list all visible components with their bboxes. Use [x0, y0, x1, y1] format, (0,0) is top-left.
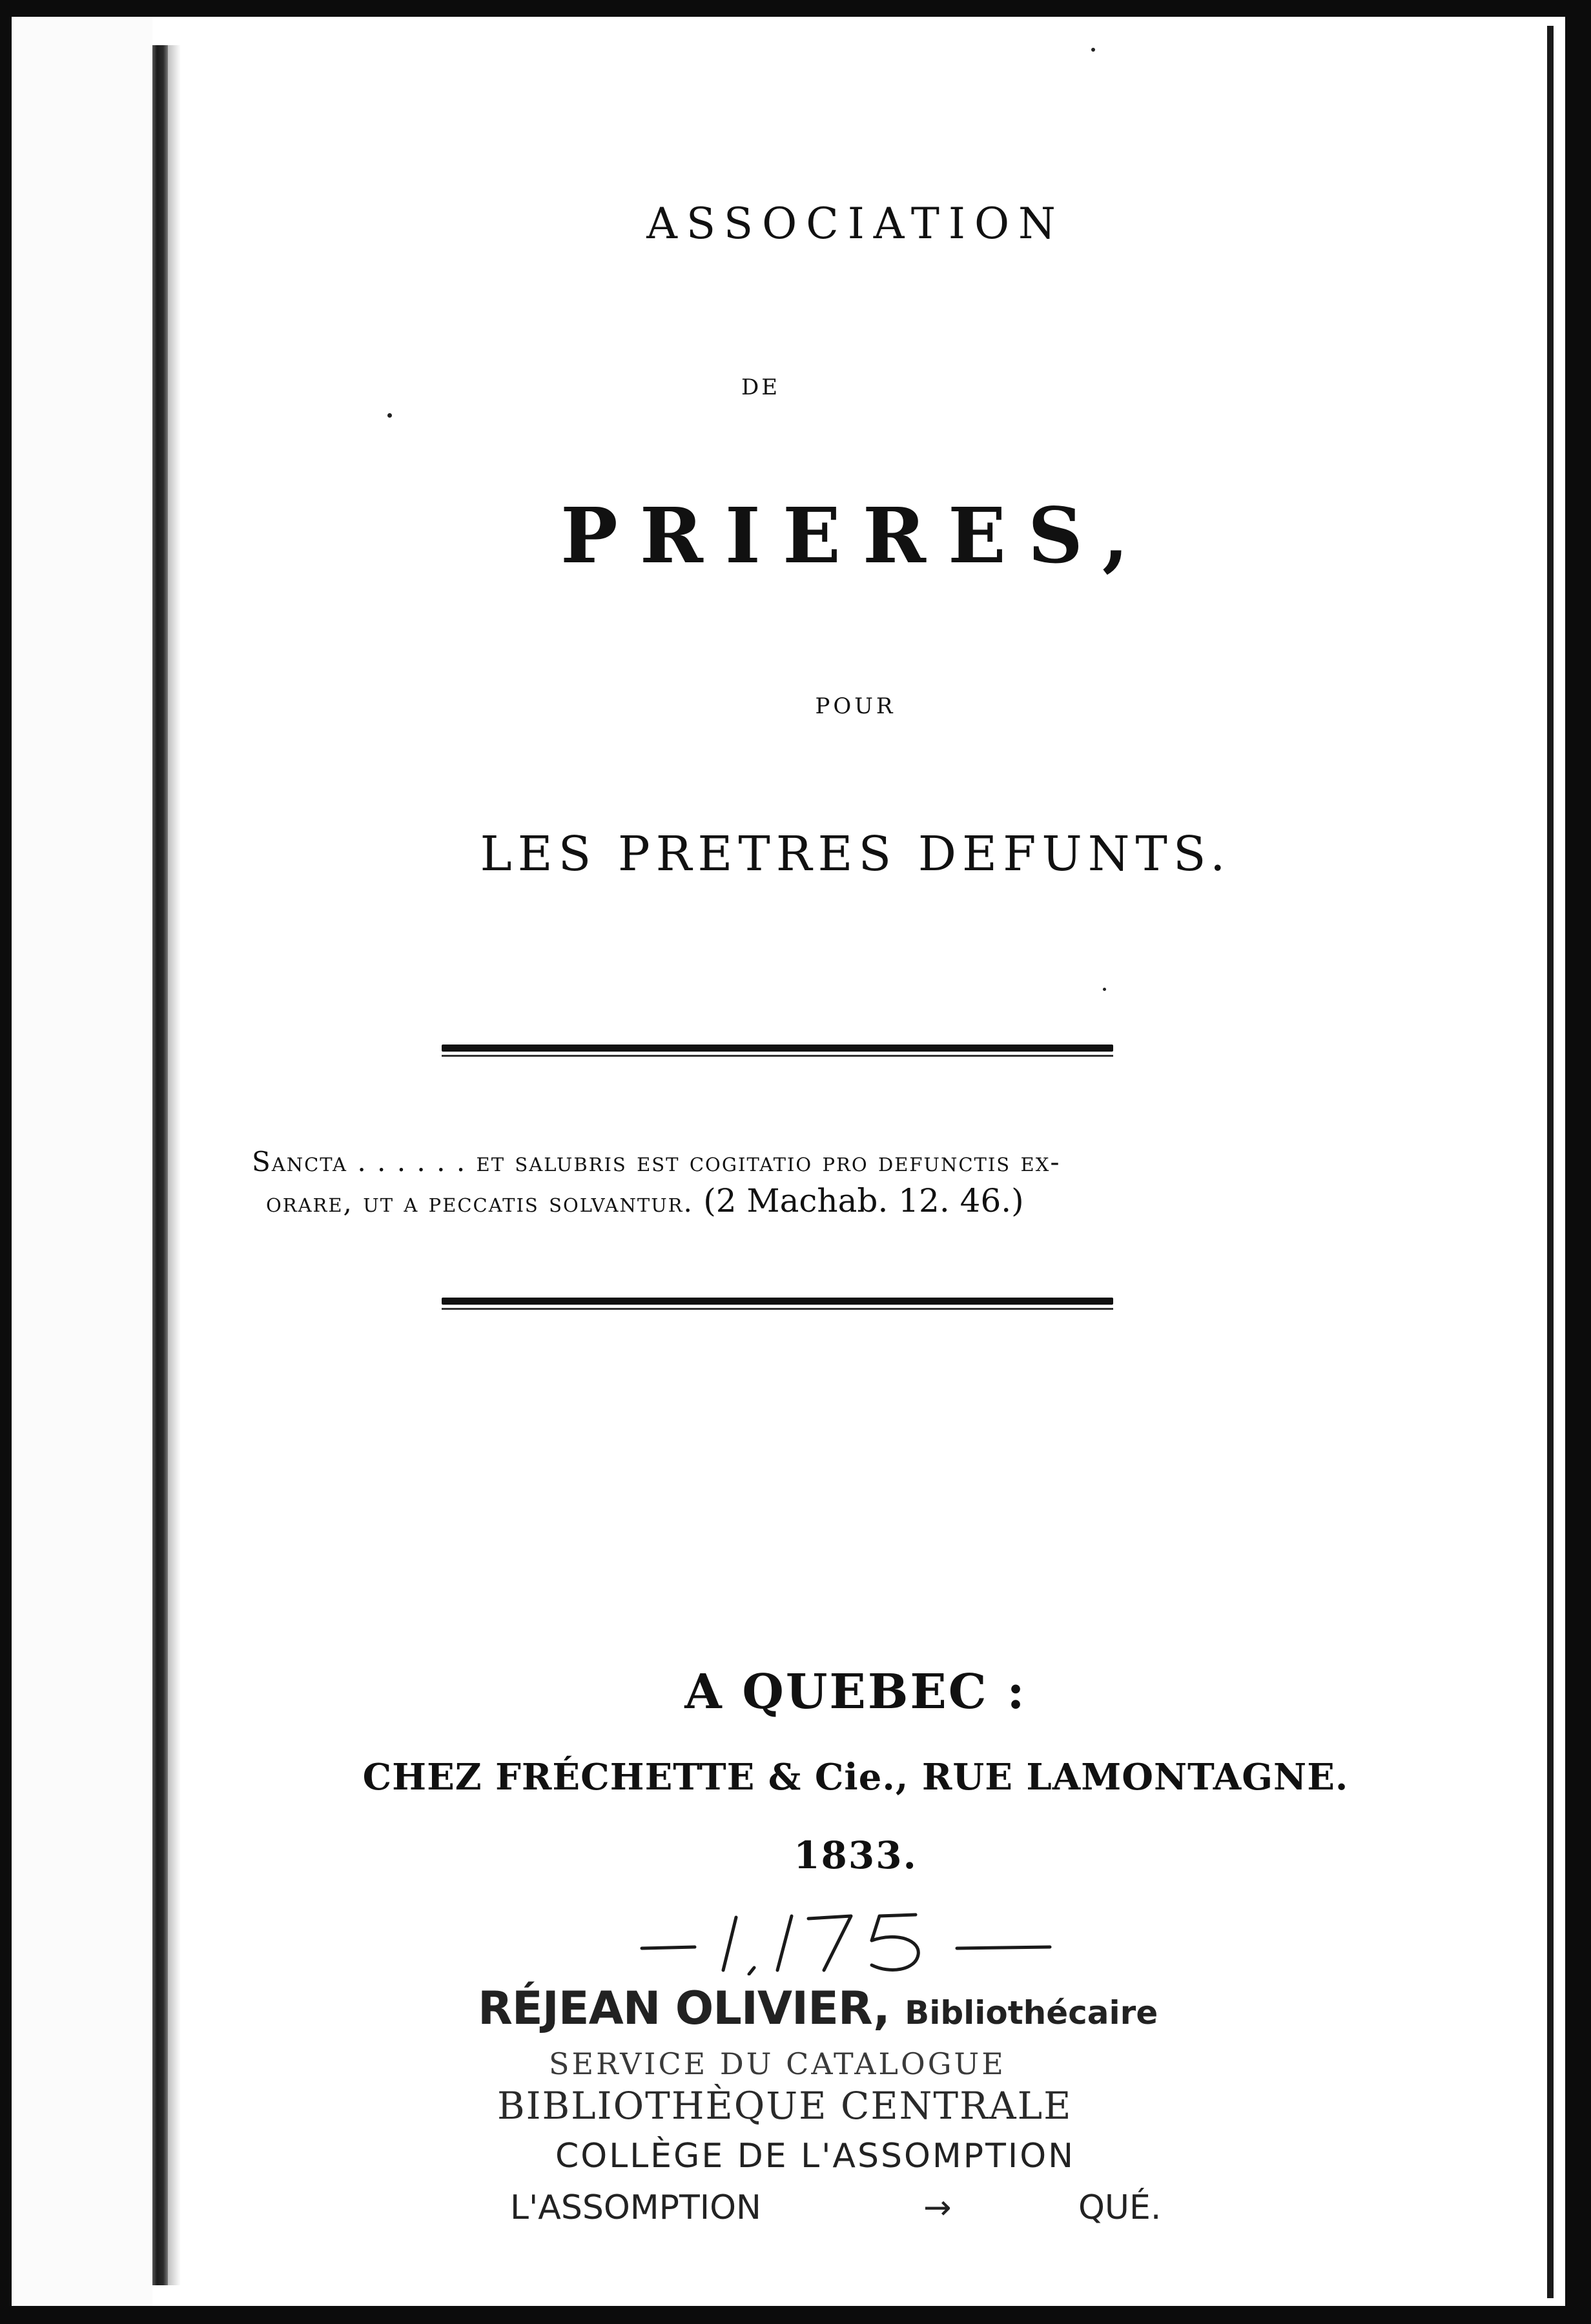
title-les-pretres-defunts: LES PRETRES DEFUNTS. — [480, 826, 1231, 882]
handwritten-digit-5 — [872, 1915, 918, 1970]
title-de: DE — [741, 374, 781, 400]
library-stamp — [478, 1982, 1201, 2240]
book-spine — [152, 45, 168, 2285]
double-rule-top — [442, 1045, 1113, 1057]
imprint-year: 1833. — [794, 1833, 918, 1877]
stamp-province: QUÉ. — [1078, 2188, 1162, 2227]
rule-thick — [442, 1298, 1113, 1305]
handwritten-digit-1 — [723, 1917, 736, 1970]
stamp-name: RÉJEAN OLIVIER, — [478, 1982, 890, 2035]
stamp-town: L'ASSOMPTION — [510, 2188, 761, 2227]
imprint-city: A QUEBEC : — [684, 1664, 1027, 1720]
handwritten-digit-1b — [777, 1916, 792, 1970]
arrow-right-icon: → — [923, 2188, 952, 2227]
scan-border-right — [1565, 0, 1591, 2324]
epigraph-reference: (2 Machab. 12. 46.) — [703, 1182, 1024, 1219]
spine-shadow — [168, 45, 181, 2285]
handwritten-accession-number — [639, 1898, 1052, 1975]
rule-thin — [442, 1055, 1113, 1057]
epigraph-line-1: Sancta . . . . . . et salubris est cogitatio pro defunctis ex- — [252, 1146, 1061, 1177]
stamp-line-1 — [478, 1982, 1158, 2035]
rule-thin — [442, 1308, 1113, 1310]
scan-border-top — [0, 0, 1591, 17]
ink-speck — [387, 413, 392, 418]
ink-speck — [1103, 988, 1106, 991]
handwritten-dash-left — [642, 1947, 695, 1948]
double-rule-bottom — [442, 1298, 1113, 1310]
handwritten-dash-right — [957, 1947, 1050, 1948]
scan-border-bottom — [0, 2306, 1591, 2324]
imprint-publisher: CHEZ FRÉCHETTE & Cie., RUE LAMONTAGNE. — [362, 1756, 1349, 1799]
epigraph-line-2-text: orare, ut a peccatis solvantur. — [266, 1187, 693, 1218]
epigraph — [252, 1143, 1317, 1222]
title-association: ASSOCIATION — [646, 199, 1065, 249]
stamp-line-3: BIBLIOTHÈQUE CENTRALE — [497, 2084, 1073, 2128]
page-edge-right — [1547, 26, 1554, 2298]
stamp-line-4: COLLÈGE DE L'ASSOMPTION — [555, 2137, 1076, 2176]
stamp-line-2: SERVICE DU CATALOGUE — [549, 2046, 1006, 2081]
scan-border-left — [0, 0, 12, 2324]
ink-speck — [1091, 48, 1095, 52]
title-pour: POUR — [815, 693, 896, 719]
title-prieres: PRIERES, — [560, 491, 1151, 580]
rule-thick — [442, 1045, 1113, 1052]
stamp-role: Bibliothécaire — [905, 1994, 1158, 2032]
handwritten-comma — [749, 1968, 754, 1974]
epigraph-line-2 — [252, 1181, 1317, 1222]
facing-page-strip — [12, 17, 152, 2306]
handwritten-digit-7 — [808, 1916, 851, 1970]
